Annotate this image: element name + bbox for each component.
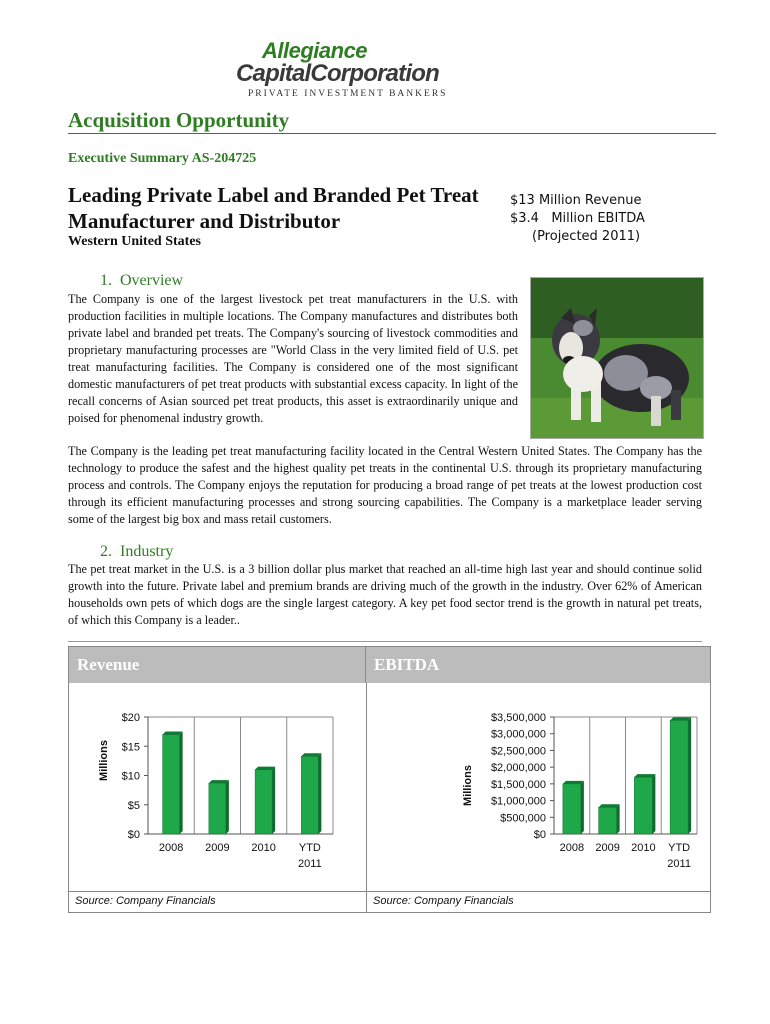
logo-subtitle: PRIVATE INVESTMENT BANKERS	[248, 89, 448, 99]
section-heading-overview: 1. Overview	[100, 272, 184, 289]
bar-top	[163, 732, 183, 735]
headline-title: Leading Private Label and Branded Pet Treat Manufacturer and Distributor	[68, 183, 479, 233]
y-axis-label: Millions	[462, 765, 474, 806]
bar-side	[272, 767, 275, 834]
bar-top	[670, 717, 691, 720]
overview-paragraph-2: The Company is the leading pet treat manufacturing facility located in the Central Western United States. The Company has the technology to produce the safest and the highest quality pet treats in the continental U.S. through its proprietary manufacturing process and controls. The Company enjoys the reputation for producing a broad range of pet treats at the lowest production cost through its efficient manufacturing processes and strong sourcing capabilities. The Company is a marketplace leader serving some of the largest big box and mass retail customers.	[68, 444, 702, 526]
y-tick-label: $15	[121, 741, 140, 754]
ebitda-panel-header: EBITDA	[366, 647, 710, 683]
y-tick-label: $10	[121, 770, 140, 783]
overview-paragraph-1: The Company is one of the largest livestock pet treat manufacturers in the U.S. with production facilities in multiple locations. The Company manufactures and distributes both private label and branded pet treats. The Company's sourcing of livestock commodities and proprietary manufacturing processes are "World Class in the very limited field of U.S. pet treat manufacturing facilities. The Company is considered one of the most significant domestic manufacturers of pet treat products with substantial excess capacity. In light of the recall concerns of Asian sourced pet treat products, this asset is extraordinarily unique and poised for phenomenal industry growth.	[68, 292, 518, 425]
x-tick-label: 2008	[158, 842, 184, 854]
x-tick-label: 2010	[631, 842, 656, 854]
bar	[209, 783, 226, 834]
headline-region: Western United States	[68, 234, 201, 249]
bar	[163, 735, 180, 834]
section-heading-industry: 2. Industry	[100, 543, 174, 560]
dog-photo-illustration	[531, 278, 703, 438]
x-tick-label: YTD	[668, 842, 691, 854]
bar-side	[617, 804, 620, 834]
metric-ebitda: $3.4 Million EBITDA	[510, 211, 645, 226]
ebitda-chart	[367, 684, 710, 891]
revenue-source: Source: Company Financials	[75, 895, 216, 907]
y-axis-label: Millions	[98, 740, 110, 781]
x-tick-label: 2009	[205, 842, 230, 854]
bar-side	[581, 781, 584, 834]
bar-top	[301, 753, 321, 756]
y-tick-label: $500,000	[500, 812, 546, 825]
y-tick-label: $3,500,000	[490, 712, 546, 724]
title-rule	[68, 133, 716, 134]
bar-side	[318, 753, 321, 834]
y-tick-label: $0	[533, 829, 546, 841]
x-tick-label: 2010	[251, 842, 276, 854]
y-tick-label: $0	[127, 829, 140, 841]
company-logo	[230, 38, 448, 100]
y-tick-label: $5	[127, 799, 140, 812]
logo-line2: CapitalCorporation	[236, 60, 439, 87]
metric-revenue: $13 Million Revenue	[510, 193, 642, 208]
x-tick-label-line2: 2011	[298, 858, 322, 870]
bar-side	[688, 717, 691, 834]
y-tick-label: $1,500,000	[490, 778, 546, 791]
revenue-chart	[69, 684, 365, 891]
logo-line1: Allegiance	[262, 38, 368, 63]
page-title: Acquisition Opportunity	[68, 108, 290, 132]
bar-top	[563, 781, 584, 784]
bar-top	[634, 774, 655, 777]
y-tick-label: $3,000,000	[490, 728, 546, 741]
financial-charts-panel	[68, 646, 711, 913]
bar-top	[255, 767, 275, 770]
source-divider	[69, 891, 710, 892]
bar	[255, 770, 272, 834]
x-tick-label: 2008	[559, 842, 585, 854]
bar	[634, 777, 652, 834]
key-metrics	[510, 192, 680, 246]
x-tick-label-line2: 2011	[667, 858, 691, 870]
executive-summary-id: Executive Summary AS-204725	[68, 151, 257, 166]
bar-top	[209, 780, 229, 783]
dog-photo	[530, 277, 704, 439]
bar	[599, 807, 617, 834]
bar-side	[226, 780, 229, 834]
x-tick-label: YTD	[298, 842, 321, 854]
bar-side	[652, 774, 655, 834]
bar	[670, 720, 688, 834]
bar	[301, 756, 318, 834]
bar-top	[599, 804, 620, 807]
y-tick-label: $20	[121, 712, 140, 724]
y-tick-label: $2,500,000	[490, 745, 546, 758]
y-tick-label: $1,000,000	[490, 795, 546, 808]
y-tick-label: $2,000,000	[490, 762, 546, 775]
industry-paragraph: The pet treat market in the U.S. is a 3 billion dollar plus market that reached an all-time high last year and should continue solid growth into the future. Private label and premium brands are driving much of the growth in the industry. Over 62% of American households own pets of which dogs are the single largest category. A key pet food sector trend is the growth in natural pet treats, of which this Company is a leader..	[68, 562, 702, 627]
bar-side	[180, 732, 183, 834]
x-tick-label: 2009	[595, 842, 620, 854]
metric-projected: (Projected 2011)	[532, 229, 641, 244]
ebitda-source: Source: Company Financials	[373, 895, 514, 907]
section-divider	[68, 641, 702, 642]
bar	[563, 784, 581, 834]
revenue-panel-header: Revenue	[69, 647, 366, 683]
